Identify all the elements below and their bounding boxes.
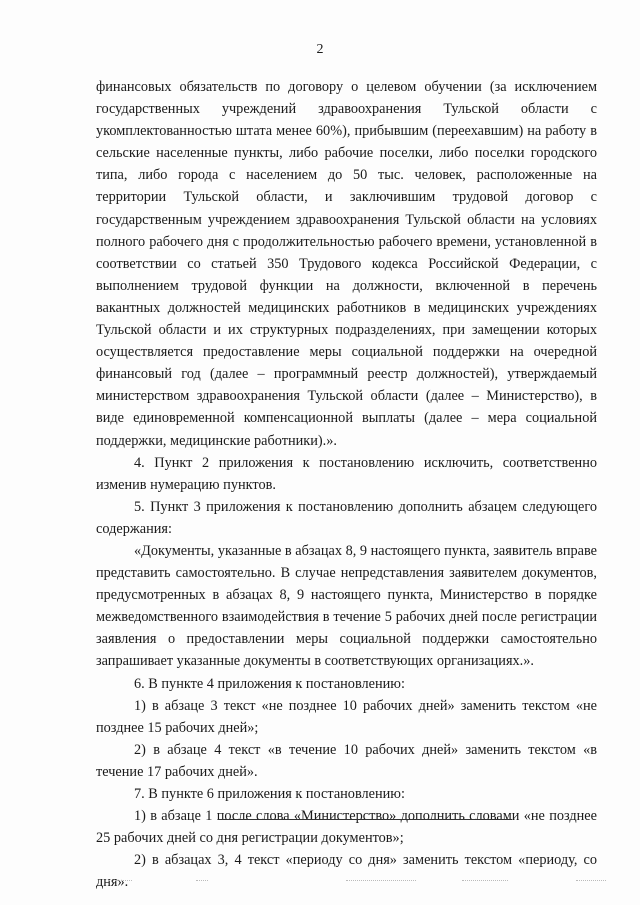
paragraph-item-6: 6. В пункте 4 приложения к постановлению: <box>134 675 405 692</box>
paragraph-item-6-sub-2: 2) в абзаце 4 текст «в течение 10 рабочих дней» заменить текстом «в течение 17 рабочих дней». <box>96 741 597 780</box>
scan-speck <box>346 880 416 882</box>
paragraph-continuation: финансовых обязательств по договору о целевом обучении (за исключением государственных учреждений здравоохранения Тульской области с укомплектованностью штата менее 60%), прибывшим (переехавшим) на работу в сельские населенные пункты, либо рабочие поселки, либо поселки городского типа, либо города с населением до 50 тыс. человек, расположенные на территории Тульской области, и заключившим трудовой договор с государственным учреждением здравоохранения Тульской области на условиях полного рабочего дня с продолжительностью рабочего времени, установленной в соответствии со статьей 350 Трудового кодекса Российской Федерации, с выполнением трудовой функции на должности, включенной в перечень вакантных должностей медицинских работников в медицинских учреждениях Тульской области и их структурных подразделениях, при замещении которых осуществляется предоставление меры социальной поддержки на очередной финансовый год (далее – программный реестр должностей), утверждаемый министерством здравоохранения Тульской области (далее – Министерство), в виде единовременной компенсационной выплаты (далее – мера социальной поддержки, медицинские работники).». <box>96 79 597 449</box>
scan-artifacts <box>0 880 640 886</box>
paragraph-item-5: 5. Пункт 3 приложения к постановлению дополнить абзацем следующего содержания: <box>96 498 597 537</box>
scan-speck <box>462 880 508 882</box>
paragraph-item-7: 7. В пункте 6 приложения к постановлению: <box>134 786 405 802</box>
paragraph-item-5-quote: «Документы, указанные в абзацах 8, 9 настоящего пункта, заявитель вправе представить самостоятельно. В случае непредставления заявителем документов, предусмотренных в абзацах 8, 9 настоящего пункта, Министерство в порядке межведомственного взаимодействия в течение 5 рабочих дней после регистрации заявления о предоставлении меры социальной поддержки самостоятельно запрашивает указанные документы в соответствующих организациях.». <box>96 542 597 670</box>
scan-speck <box>196 880 208 882</box>
scan-speck <box>108 880 132 882</box>
end-of-text-rule <box>218 819 512 820</box>
page-number: 2 <box>316 42 324 57</box>
scan-speck <box>576 880 606 882</box>
paragraph-item-4: 4. Пункт 2 приложения к постановлению исключить, соответственно изменив нумерацию пунктов. <box>96 454 597 493</box>
paragraph-item-7-sub-2: 2) в абзацах 3, 4 текст «периоду со дня» заменить текстом «периоду, со дня». <box>96 852 597 891</box>
paragraph-item-6-sub-1: 1) в абзаце 3 текст «не позднее 10 рабочих дней» заменить текстом «не позднее 15 рабочих дней»; <box>96 697 597 736</box>
paragraph-item-7-sub-1: 1) в абзаце 1 после слова «Министерство» дополнить словами «не позднее 25 рабочих дней со дня регистрации документов»; <box>96 808 597 847</box>
document-body <box>96 76 597 893</box>
